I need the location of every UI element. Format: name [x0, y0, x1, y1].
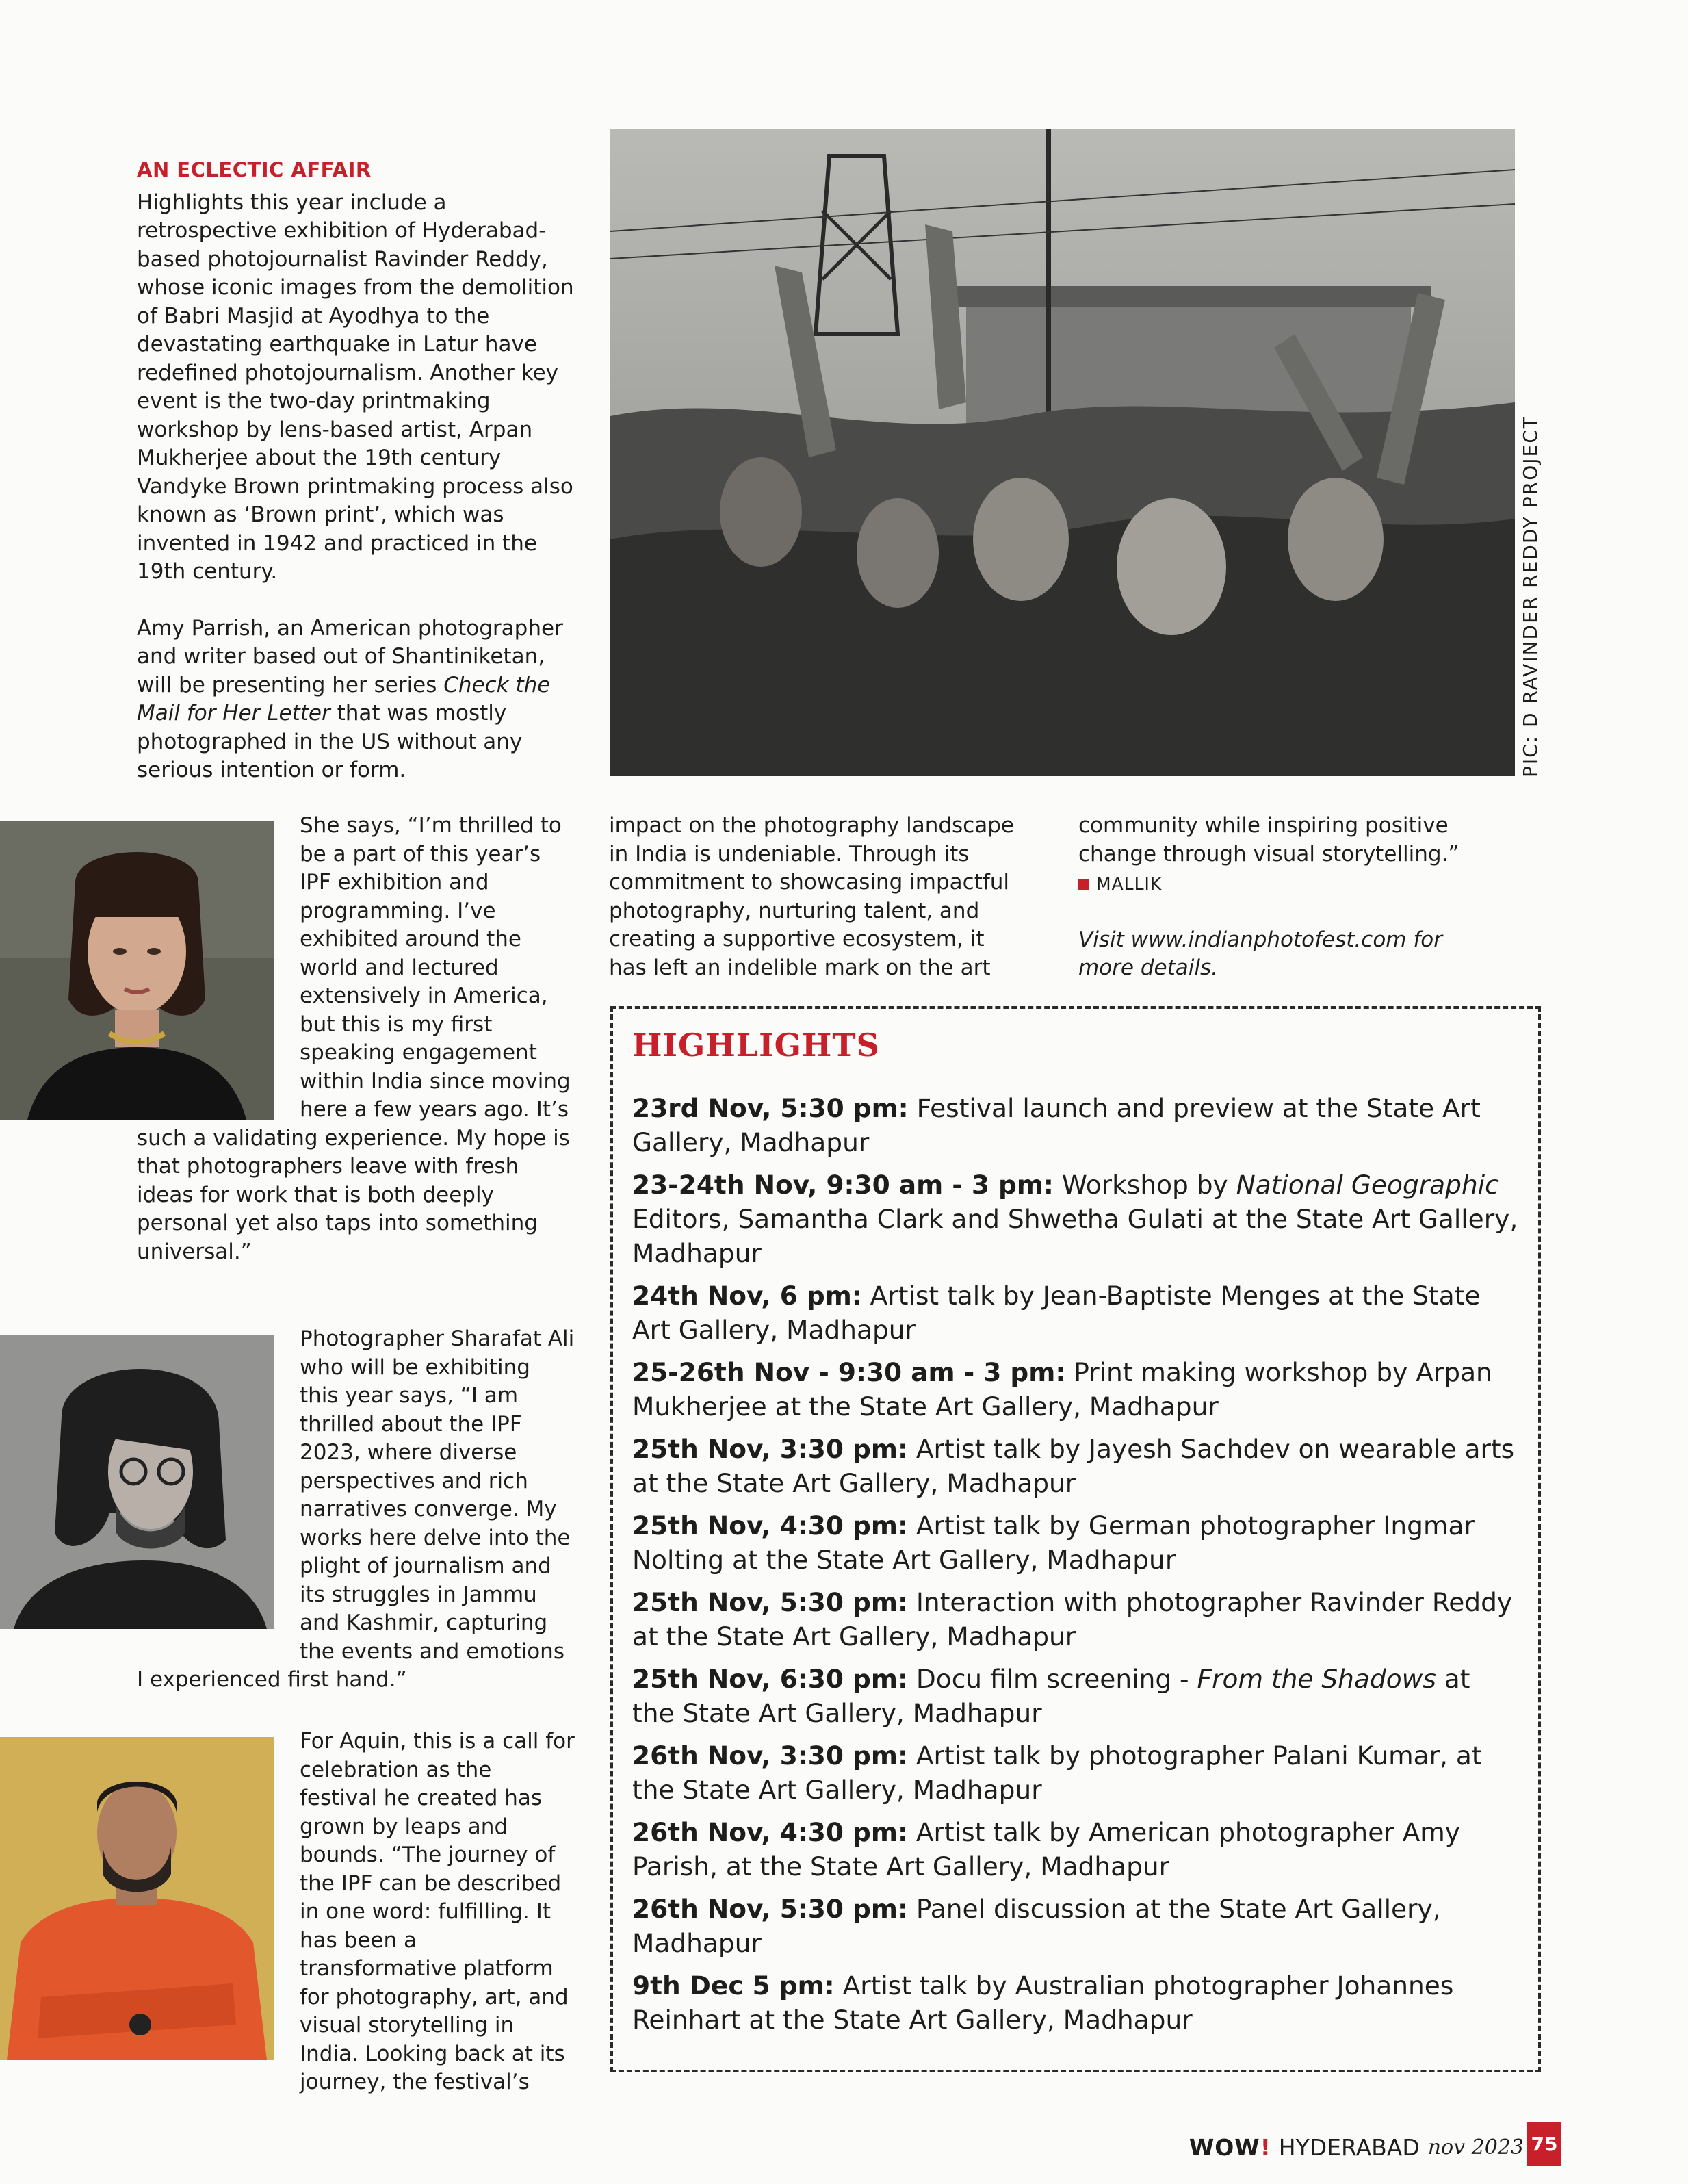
highlight-when: 25th Nov, 6:30 pm:: [632, 1664, 908, 1694]
right-column: [1078, 812, 1503, 983]
highlight-italic: National Geographic: [1236, 1170, 1499, 1200]
highlight-text: Artist talk by Australian photographer Johannes Reinhart at the State Art Gallery, Madhapur: [632, 1970, 1454, 2035]
highlight-text: Interaction with photographer Ravinder Reddy at the State Art Gallery, Madhapur: [632, 1587, 1513, 1652]
sharafat-quote-block: [137, 1325, 575, 1695]
byline-text: MALLIK: [1096, 874, 1163, 894]
highlight-item: [632, 1662, 1519, 1730]
middle-column-text: impact on the photography landscape in India is undeniable. Through its commitment to showcasing impactful photography, nurturing talent, and creating a supportive ecosystem, it has left an indelible mark on the art: [609, 813, 1014, 980]
highlight-when: 23-24th Nov, 9:30 am - 3 pm:: [632, 1170, 1054, 1200]
highlight-item: [632, 1508, 1519, 1577]
photo-credit: PIC: D RAVINDER REDDY PROJECT: [1519, 415, 1542, 778]
highlight-when: 24th Nov, 6 pm:: [632, 1281, 862, 1311]
highlight-text-tail: Editors, Samantha Clark and Shwetha Gulati at the State Art Gallery, Madhapur: [632, 1204, 1518, 1268]
highlights-box: [610, 1006, 1541, 2072]
highlight-item: [632, 1432, 1519, 1500]
highlights-title: HIGHLIGHTS: [632, 1027, 880, 1064]
highlight-italic: From the Shadows: [1197, 1664, 1436, 1694]
highlight-text: Artist talk by photographer Palani Kumar, at the State Art Gallery, Madhapur: [632, 1740, 1482, 1805]
amy-quote-block: [137, 812, 575, 1266]
aquin-quote: For Aquin, this is a call for celebration as the festival he created has grown by leaps and bounds. “The journey of the IPF can be described in one word: fulfilling. It has been a transformative platform for photography, art, and visual storytelling in India. Looking back at its journey, the festival’s: [300, 1729, 575, 2094]
highlight-item: [632, 1815, 1519, 1884]
highlight-text: Artist talk by American photographer Amy Parish, at the State Art Gallery, Madhapur: [632, 1817, 1460, 1881]
footer-brand-wrap: [1189, 2134, 1271, 2161]
highlight-text: Workshop by: [1053, 1170, 1236, 1200]
highlights-list: [632, 1091, 1519, 2037]
highlight-item: [632, 1279, 1519, 1347]
highlight-item: [632, 1968, 1519, 2037]
highlight-when: 25th Nov, 5:30 pm:: [632, 1587, 908, 1617]
highlight-when: 23rd Nov, 5:30 pm:: [632, 1093, 909, 1123]
highlight-text: Docu film screening -: [907, 1664, 1197, 1694]
byline-square-icon: [1078, 879, 1089, 890]
right-column-text: community while inspiring positive change through visual storytelling.”: [1078, 813, 1459, 866]
highlight-item: [632, 1892, 1519, 1960]
footer: [1189, 2134, 1524, 2161]
highlight-item: [632, 1738, 1519, 1807]
highlight-item: [632, 1585, 1519, 1654]
highlight-text: Artist talk by German photographer Ingmar Nolting at the State Art Gallery, Madhapur: [632, 1511, 1475, 1575]
amy-quote: She says, “I’m thrilled to be a part of this year’s IPF exhibition and programming. I’ve exhibited around the world and lectured extensively in America, but this is my first speaking engagement within India since moving here a few years ago. It’s such a validating experience. My hope is that photographers leave with fresh ideas for work that is both deeply personal yet also taps into something universal.”: [137, 813, 571, 1264]
byline: [1078, 870, 1503, 899]
amy-series-title: Check the Mail for Her Letter: [137, 672, 551, 725]
highlight-item: [632, 1091, 1519, 1159]
highlight-text: Artist talk by Jayesh Sachdev on wearable arts at the State Art Gallery, Madhapur: [632, 1434, 1515, 1498]
highlight-when: 25-26th Nov - 9:30 am - 3 pm:: [632, 1357, 1066, 1387]
visit-note: Visit www.indianphotofest.com for more details.: [1078, 927, 1442, 980]
highlight-text-tail: at the State Art Gallery, Madhapur: [632, 1664, 1470, 1728]
footer-city: HYDERABAD: [1278, 2134, 1420, 2161]
highlight-text: Panel discussion at the State Art Gallery, Madhapur: [632, 1894, 1441, 1958]
intro-paragraph: Highlights this year include a retrospective exhibition of Hyderabad-based photojournalist Ravinder Reddy, whose iconic images from the demolition of Babri Masjid at Ayodhya to the devastating earthquake in Latur have redefined photojournalism. Another key event is the two-day printmaking workshop by lens-based artist, Arpan Mukherjee about the 19th century Vandyke Brown printmaking process also known as ‘Brown print’, which was invented in 1942 and practiced in the 19th century.: [137, 190, 574, 584]
highlight-item: [632, 1168, 1519, 1270]
amy-paragraph: Amy Parrish, an American photographer and writer based out of Shantiniketan, will be presenting her series Check the Mail for Her Letter that was mostly photographed in the US without any serious intention or form.: [137, 615, 563, 782]
highlight-when: 25th Nov, 3:30 pm:: [632, 1434, 908, 1464]
footer-brand-bang: !: [1260, 2134, 1271, 2161]
page-number: 75: [1527, 2122, 1561, 2166]
left-column-top: [137, 156, 575, 785]
sharafat-quote: Photographer Sharafat Ali who will be exhibiting this year says, “I am thrilled about the IPF 2023, where diverse perspectives and rich narratives converge. My works here delve into the plight of journalism and its struggles in Jammu and Kashmir, capturing the events and emotions I experienced first hand.”: [137, 1326, 575, 1692]
highlight-text: Festival launch and preview at the State Art Gallery, Madhapur: [632, 1093, 1481, 1157]
section-heading: AN ECLECTIC AFFAIR: [137, 158, 372, 181]
middle-column: [609, 812, 1026, 982]
highlight-text: Print making workshop by Arpan Mukherjee at the State Art Gallery, Madhapur: [632, 1357, 1492, 1422]
footer-brand: WOW: [1189, 2134, 1260, 2161]
highlight-text: Artist talk by Jean-Baptiste Menges at the State Art Gallery, Madhapur: [632, 1281, 1481, 1345]
footer-month: nov 2023: [1427, 2135, 1524, 2159]
highlight-item: [632, 1355, 1519, 1424]
main-photo-crowd: [610, 129, 1515, 776]
highlight-when: 26th Nov, 4:30 pm:: [632, 1817, 908, 1847]
highlight-when: 26th Nov, 3:30 pm:: [632, 1740, 908, 1771]
highlight-when: 26th Nov, 5:30 pm:: [632, 1894, 908, 1924]
highlight-when: 9th Dec 5 pm:: [632, 1970, 835, 2001]
highlight-when: 25th Nov, 4:30 pm:: [632, 1511, 908, 1541]
aquin-quote-block: [137, 1727, 575, 2097]
